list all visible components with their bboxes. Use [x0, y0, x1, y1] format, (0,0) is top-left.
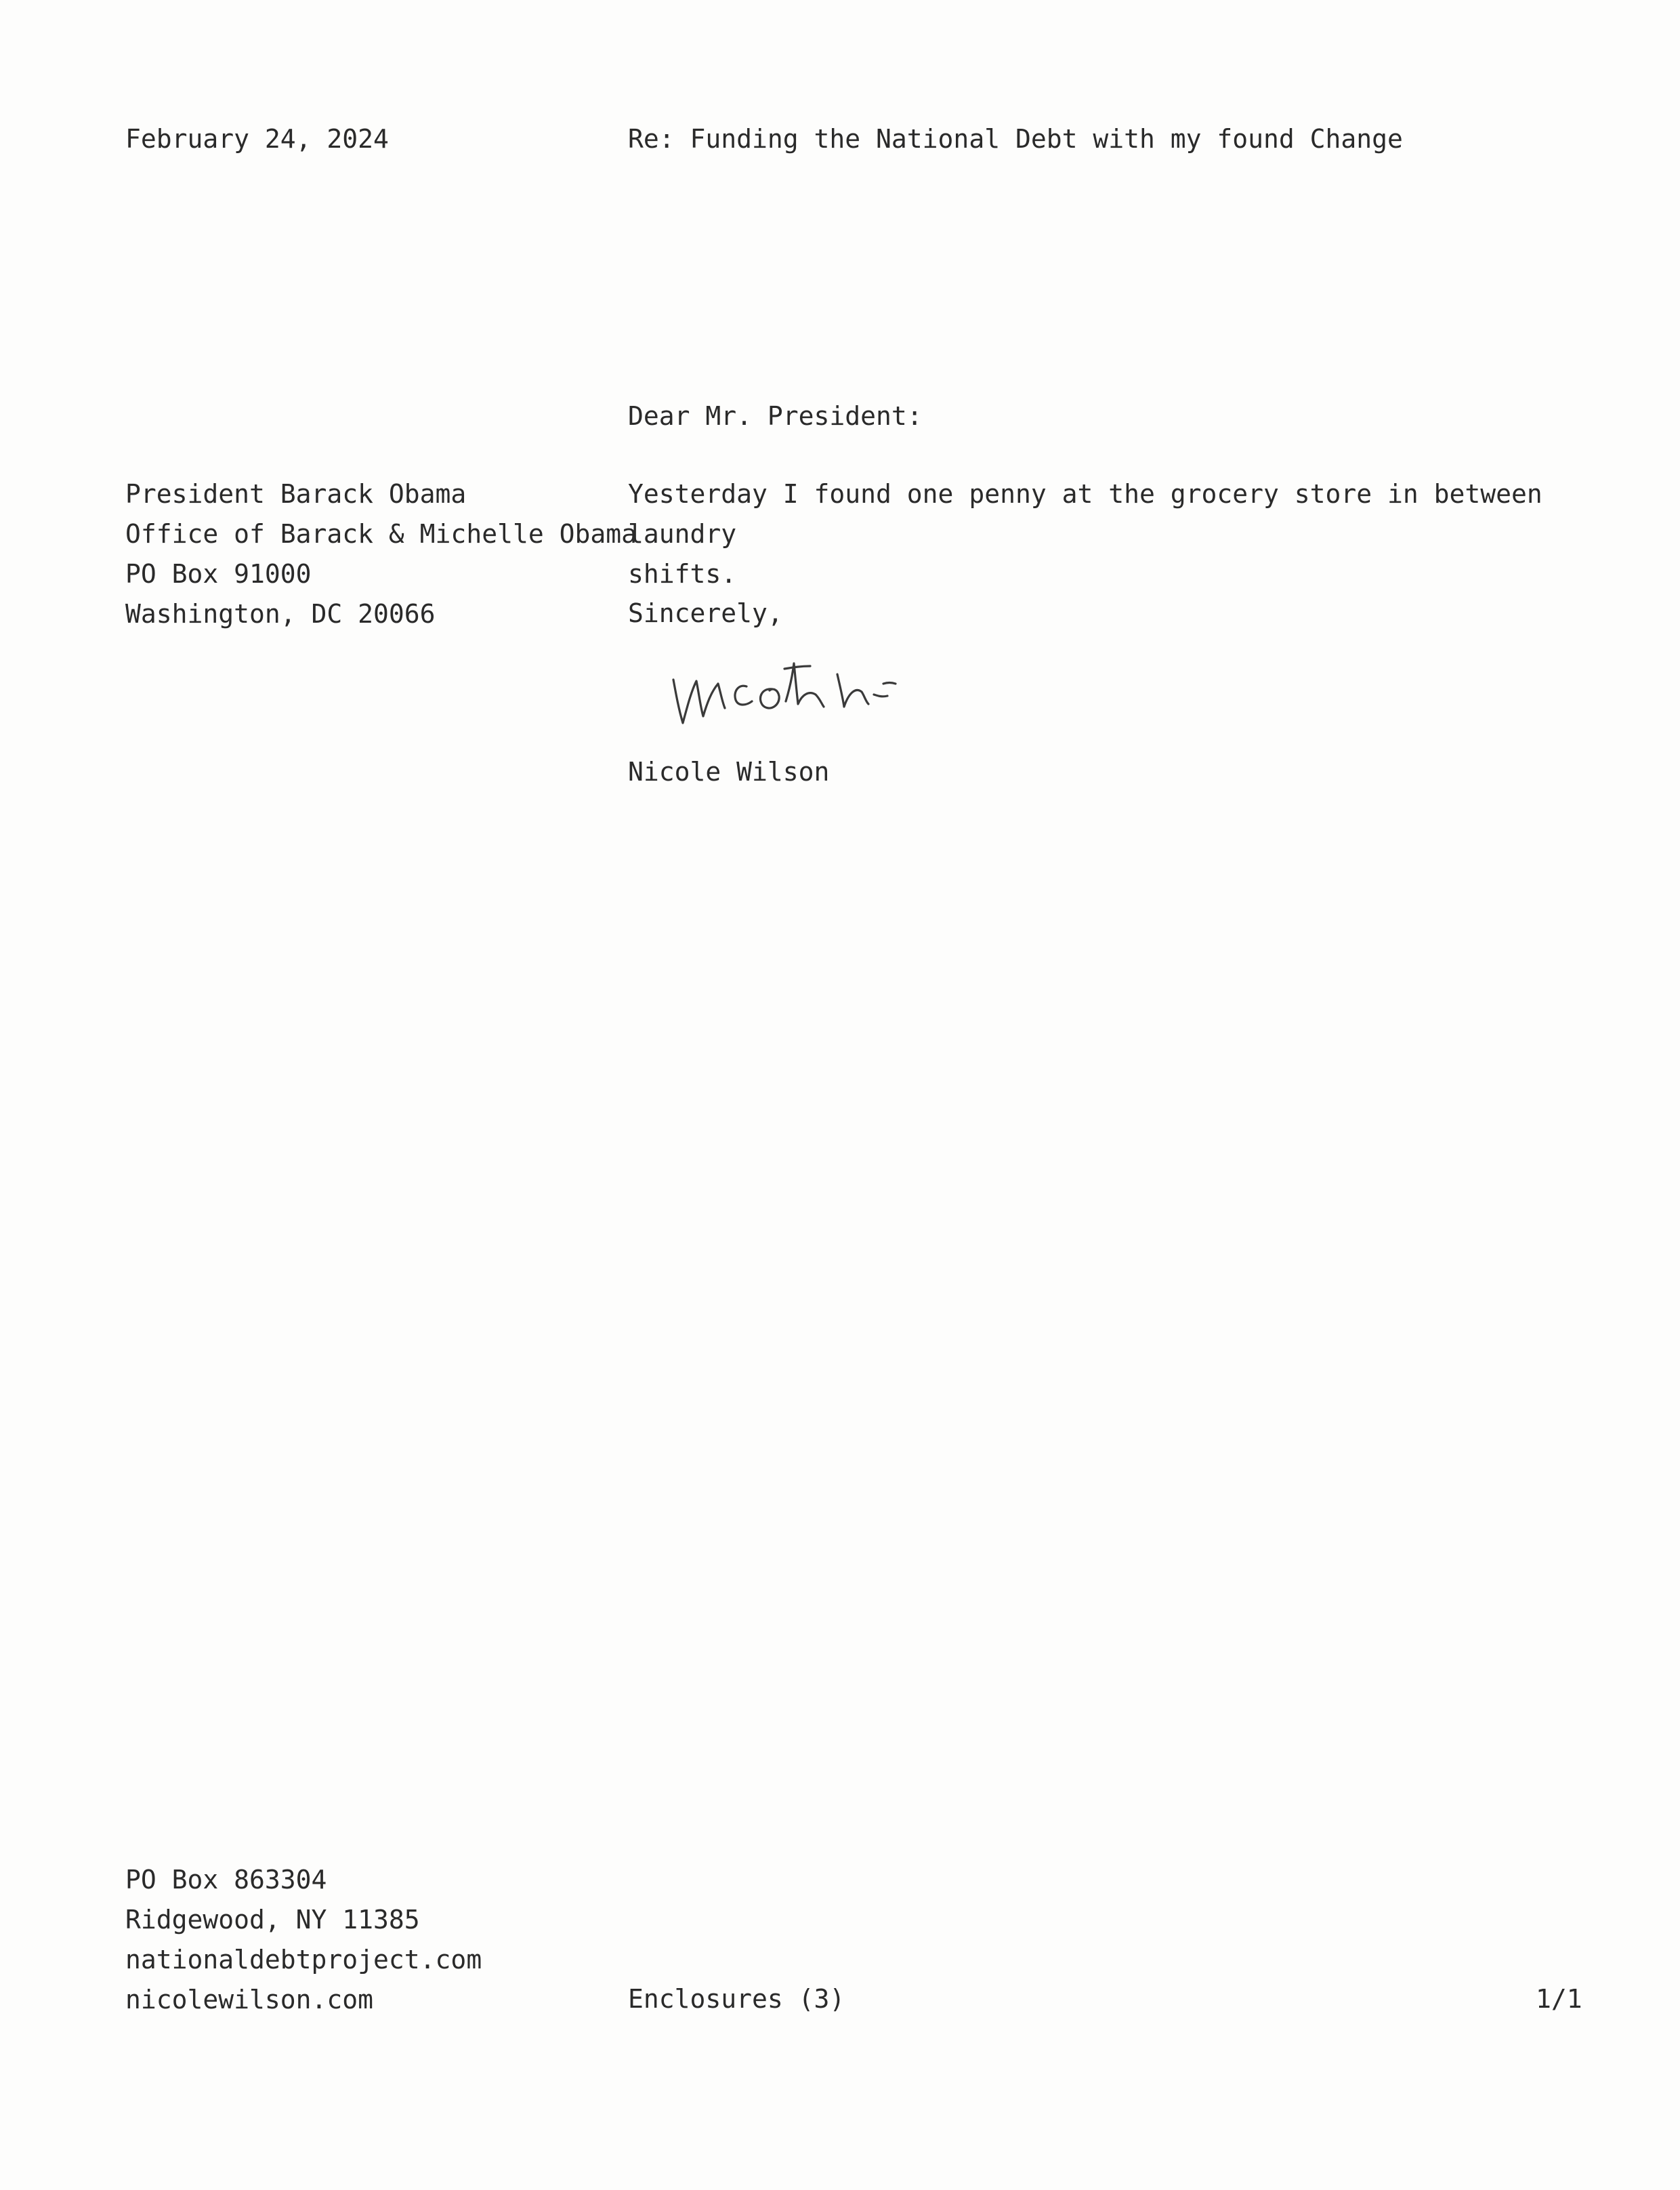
sender-address-line: PO Box 863304 — [125, 1865, 327, 1895]
letter-subject: Re: Funding the National Debt with my found Change — [628, 124, 1403, 154]
page-number: 1/1 — [1536, 1984, 1582, 2014]
salutation: Dear Mr. President: — [628, 401, 923, 431]
handwritten-signature — [671, 654, 996, 742]
letter-body — [628, 474, 1576, 594]
body-line: Yesterday I found one penny at the grocery store in between laundry — [628, 479, 1542, 549]
recipient-address-line: Washington, DC 20066 — [125, 599, 436, 629]
sender-address — [125, 1860, 482, 2020]
sender-website-link: nicolewilson.com — [125, 1985, 374, 2015]
body-line: shifts. — [628, 559, 737, 589]
enclosures-note: Enclosures (3) — [628, 1984, 845, 2014]
sender-website-link: nationaldebtproject.com — [125, 1945, 482, 1975]
recipient-address-line: President Barack Obama — [125, 479, 467, 509]
sender-address-line: Ridgewood, NY 11385 — [125, 1905, 420, 1935]
letter-date: February 24, 2024 — [125, 124, 389, 154]
recipient-address-line: PO Box 91000 — [125, 559, 312, 589]
recipient-address — [125, 474, 637, 634]
recipient-address-line: Office of Barack & Michelle Obama — [125, 519, 637, 549]
closing: Sincerely, — [628, 598, 783, 628]
signature-drawing — [671, 654, 996, 742]
signer-name: Nicole Wilson — [628, 757, 830, 787]
